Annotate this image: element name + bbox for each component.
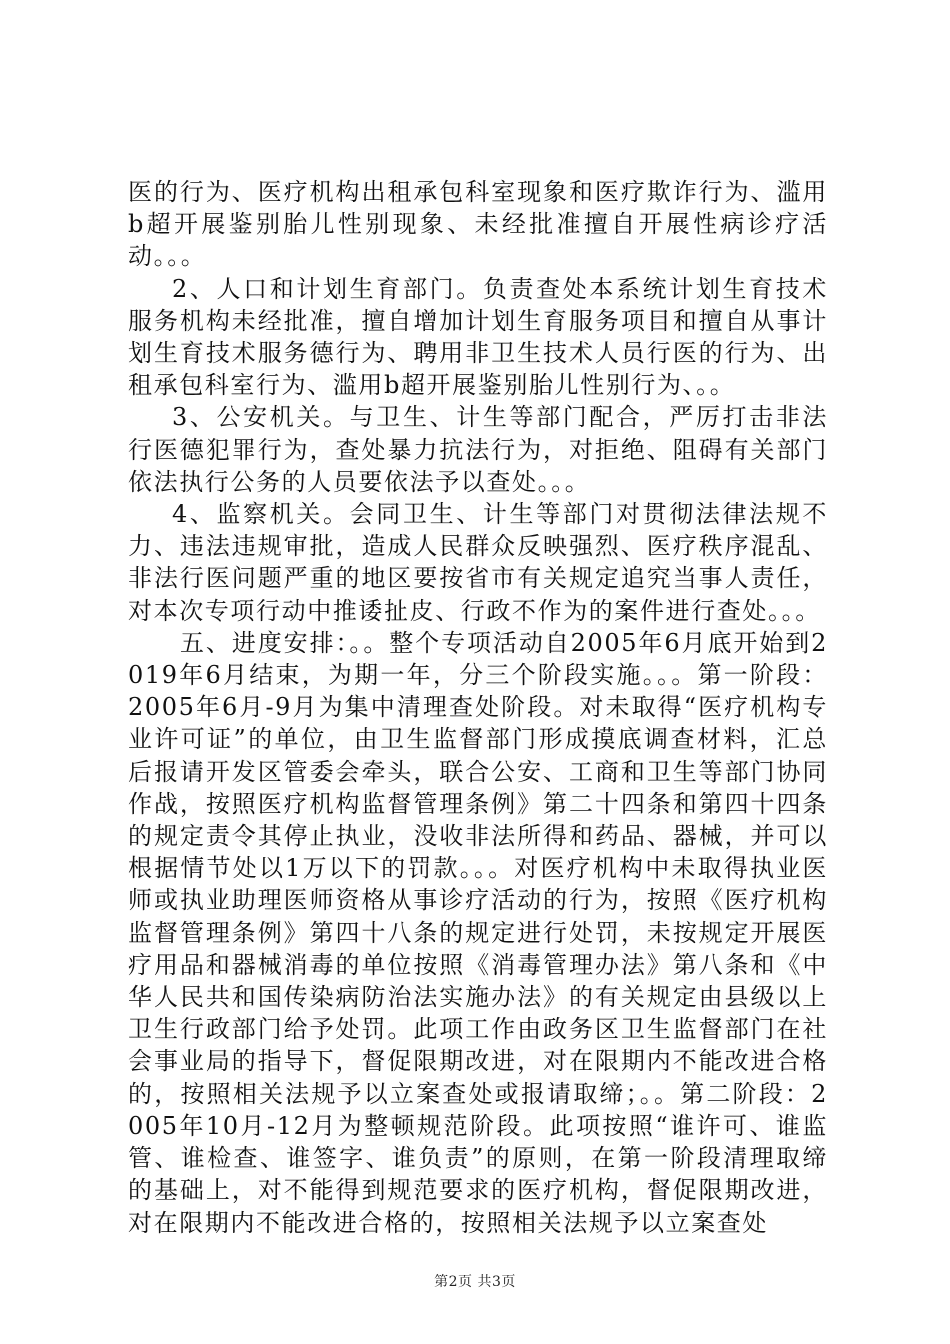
page-number-footer: 第2页 共3页 <box>434 1274 516 1290</box>
paragraph-family-planning: 2、人口和计划生育部门。负责查处本系统计划生育技术服务机构未经批准，擅自增加计划生育服务项目和擅自从事计划生育技术服务德行为、聘用非卫生技术人员行医的行为、出租承包科室行为、滥用b超开展鉴别胎儿性别行为、。。 <box>128 274 828 400</box>
paragraph-continuation: 医的行为、医疗机构出租承包科室现象和医疗欺诈行为、滥用b超开展鉴别胎儿性别现象、未经批准擅自开展性病诊疗活动。。。 <box>128 178 828 271</box>
paragraph-schedule: 五、进度安排：。。整个专项活动自2005年6月底开始到2019年6月结束，为期一年，分三个阶段实施。。。第一阶段：2005年6月-9月为集中清理查处阶段。对未取得“医疗机构专业许可证”的单位，由卫生监督部门形成摸底调查材料，汇总后报请开发区管委会牵头，联合公安、工商和卫生等部门协同作战，按照医疗机构监督管理条例》第二十四条和第四十四条的规定责令其停止执业，没收非法所得和药品、器械，并可以根据情节处以1万以下的罚款。。。对医疗机构中未取得执业医师或执业助理医师资格从事诊疗活动的行为，按照《医疗机构监督管理条例》第四十八条的规定进行处罚，未按规定开展医疗用品和器械消毒的单位按照《消毒管理办法》第八条和《中华人民共和国传染病防治法实施办法》的有关规定由县级以上卫生行政部门给予处罚。此项工作由政务区卫生监督部门在社会事业局的指导下，督促限期改进，对在限期内不能改进合格的，按照相关法规予以立案查处或报请取缔；。。第二阶段：2005年10月-12月为整顿规范阶段。此项按照“谁许可、谁监管、谁检查、谁签字、谁负责”的原则，在第一阶段清理取缔的基础上，对不能得到规范要求的医疗机构，督促限期改进，对在限期内不能改进合格的，按照相关法规予以立案查处 <box>128 628 828 1237</box>
document-body <box>128 176 828 1239</box>
paragraph-public-security: 3、公安机关。与卫生、计生等部门配合，严厉打击非法行医德犯罪行为，查处暴力抗法行为，对拒绝、阻碍有关部门依法执行公务的人员要依法予以查处。。。 <box>128 403 828 496</box>
paragraph-supervision: 4、监察机关。会同卫生、计生等部门对贯彻法律法规不力、违法违规审批，造成人民群众反映强烈、医疗秩序混乱、非法行医问题严重的地区要按省市有关规定追究当事人责任，对本次专项行动中推诿扯皮、行政不作为的案件进行查处。。。 <box>128 500 828 625</box>
